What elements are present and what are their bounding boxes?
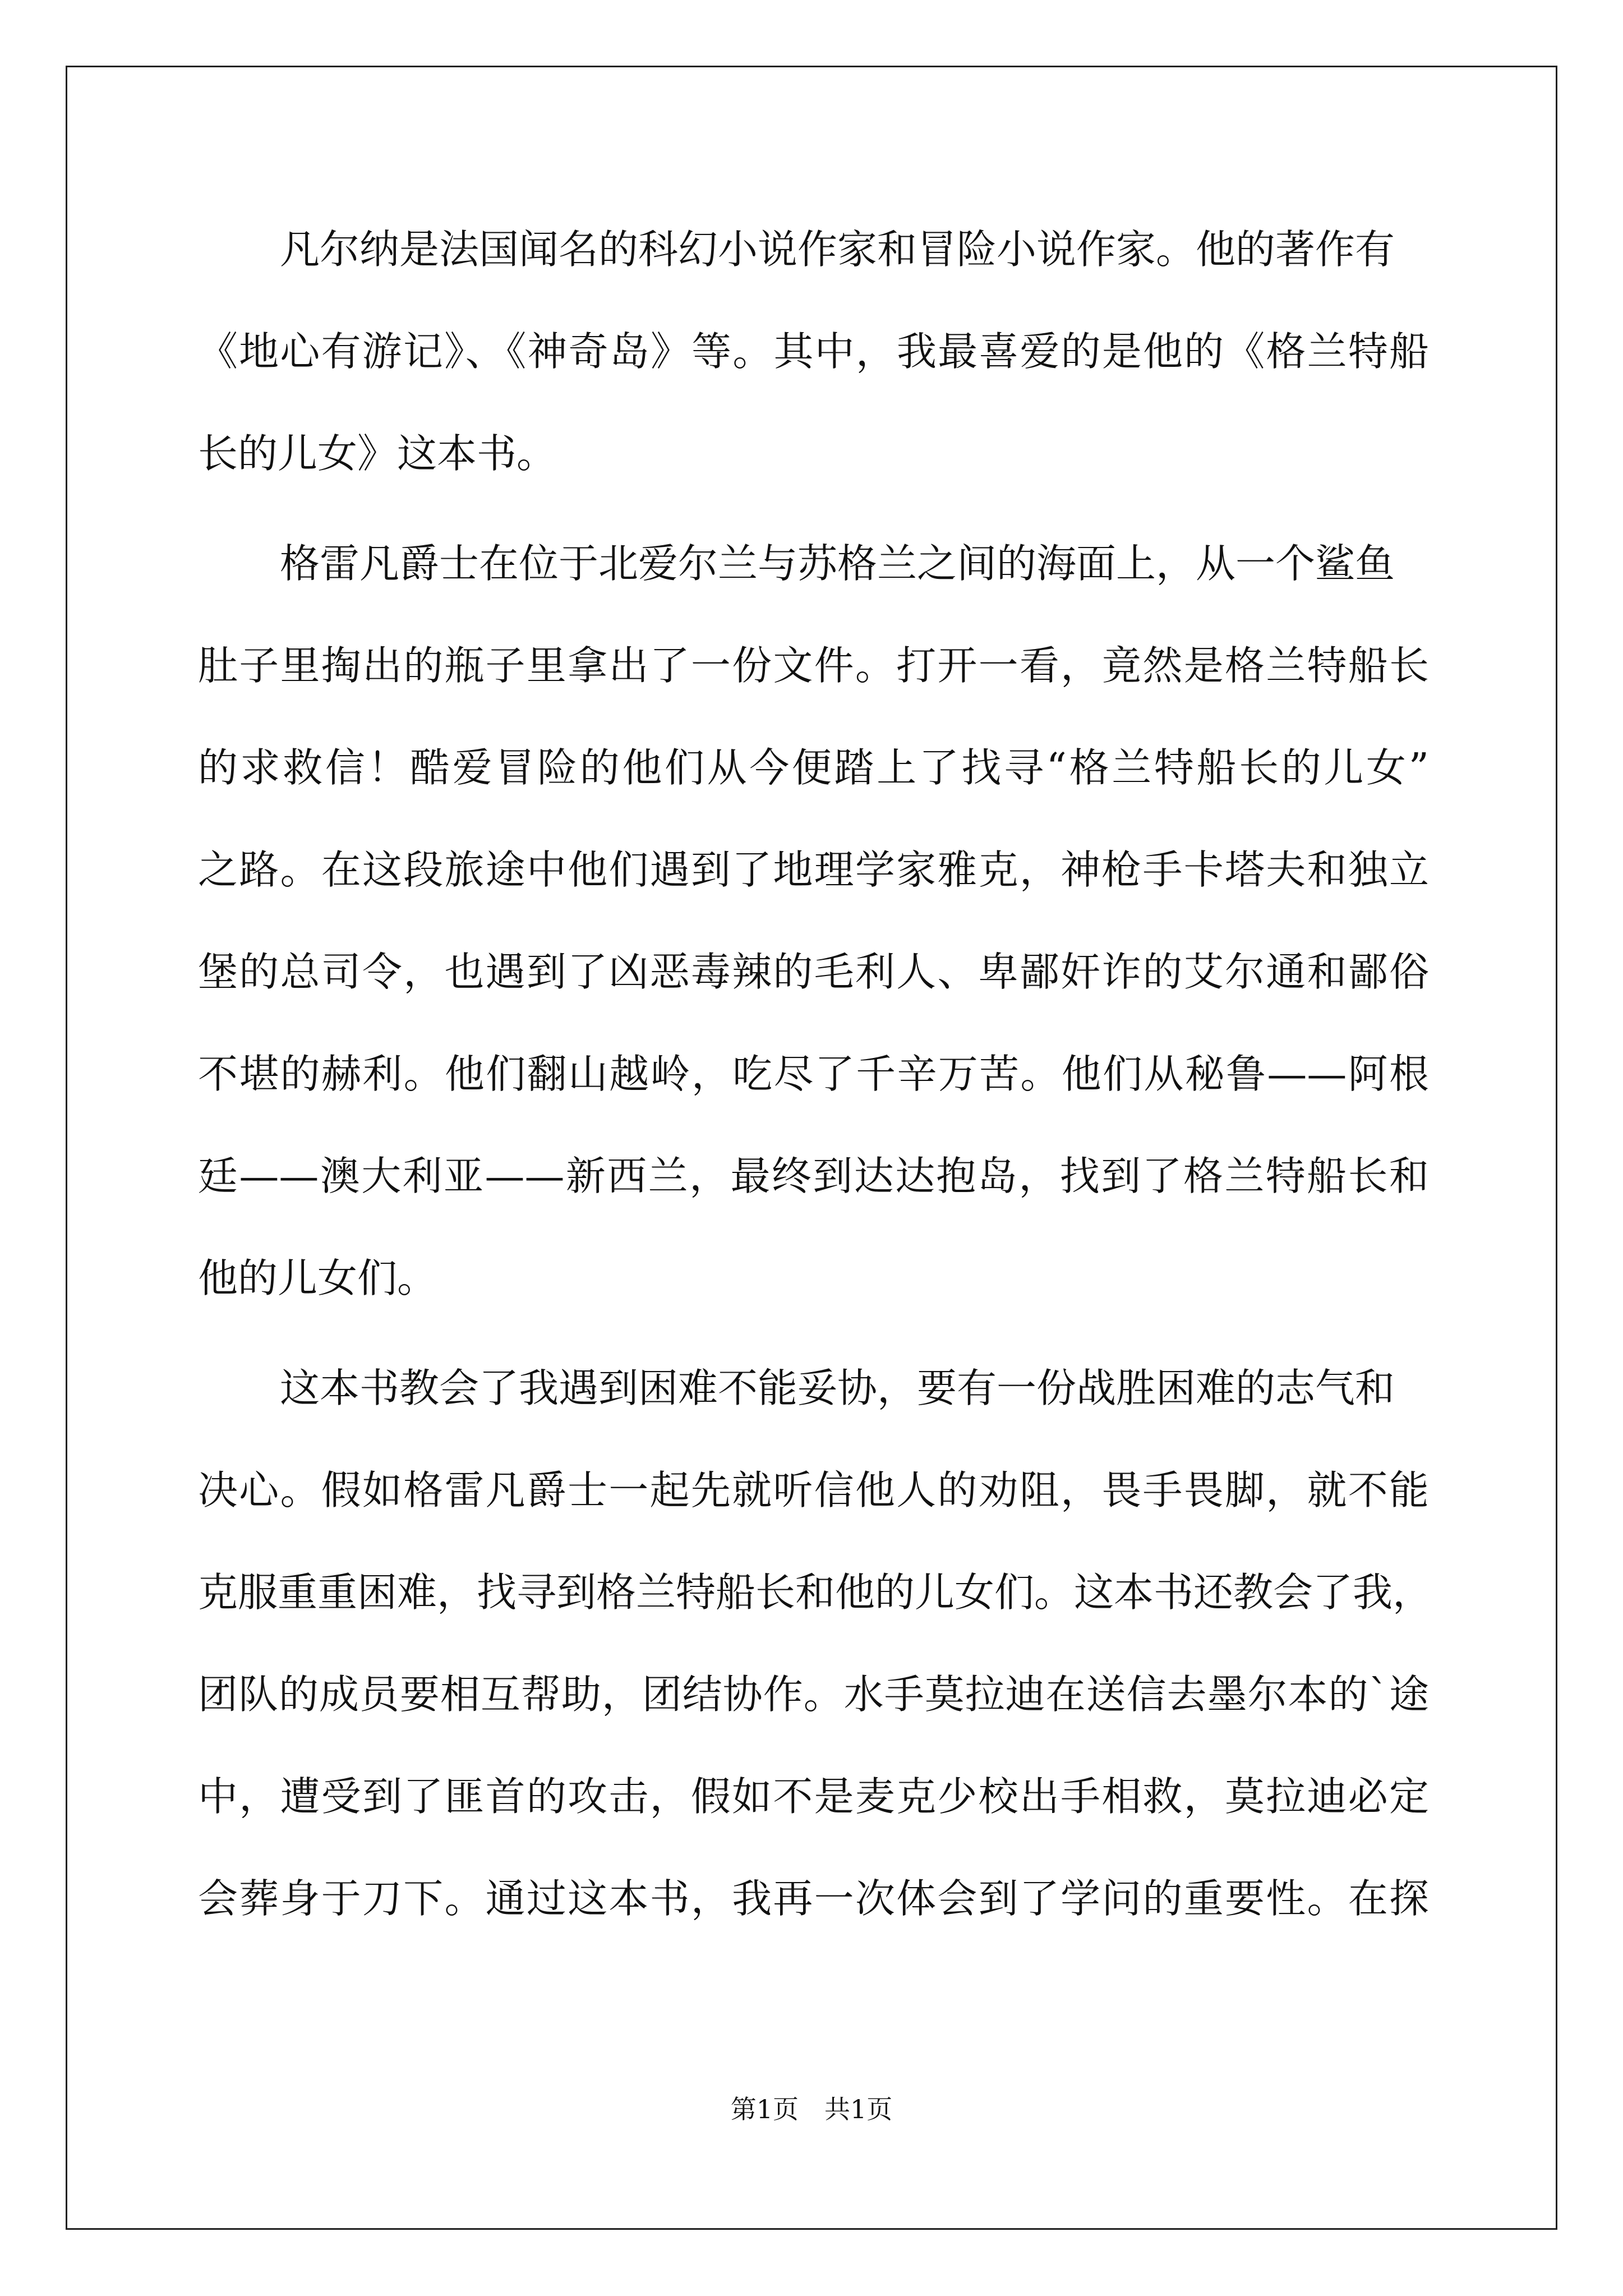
text-line: 中，遭受到了匪首的攻击，假如不是麦克少校出手相救，莫拉迪必定 bbox=[198, 1773, 1429, 1820]
text-line: 廷——澳大利亚——新西兰，最终到达达抱岛，找到了格兰特船长和 bbox=[198, 1153, 1429, 1199]
text-line: 的求救信！酷爱冒险的他们从今便踏上了找寻“格兰特船长的儿女” bbox=[198, 744, 1429, 791]
text-line: 会葬身于刀下。通过这本书，我再一次体会到了学问的重要性。在探 bbox=[198, 1875, 1429, 1922]
text-line: 长的儿女》这本书。 bbox=[198, 430, 557, 477]
text-line: 这本书教会了我遇到困难不能妥协，要有一份战胜困难的志气和 bbox=[280, 1365, 1395, 1411]
page-footer bbox=[0, 2092, 1623, 2126]
text-line: 不堪的赫利。他们翻山越岭，吃尽了千辛万苦。他们从秘鲁——阿根 bbox=[198, 1051, 1429, 1097]
text-line: 团队的成员要相互帮助，团结协作。水手莫拉迪在送信去墨尔本的`途 bbox=[198, 1671, 1429, 1718]
page-number: 第1页 bbox=[730, 2094, 799, 2124]
text-line: 克服重重困难，找寻到格兰特船长和他的儿女们。这本书还教会了我， bbox=[198, 1569, 1433, 1616]
text-line: 格雷凡爵士在位于北爱尔兰与苏格兰之间的海面上，从一个鲨鱼 bbox=[280, 540, 1395, 587]
text-line: 他的儿女们。 bbox=[198, 1255, 437, 1301]
page-total: 共1页 bbox=[824, 2094, 893, 2124]
text-line: 决心。假如格雷凡爵士一起先就听信他人的劝阻，畏手畏脚，就不能 bbox=[198, 1467, 1429, 1513]
text-line: 肚子里掏出的瓶子里拿出了一份文件。打开一看，竟然是格兰特船长 bbox=[198, 642, 1429, 689]
text-line: 凡尔纳是法国闻名的科幻小说作家和冒险小说作家。他的著作有 bbox=[280, 226, 1395, 273]
text-line: 《地心有游记》、《神奇岛》等。其中，我最喜爱的是他的《格兰特船 bbox=[198, 328, 1429, 375]
text-line: 堡的总司令，也遇到了凶恶毒辣的毛利人、卑鄙奸诈的艾尔通和鄙俗 bbox=[198, 949, 1429, 995]
text-line: 之路。在这段旅途中他们遇到了地理学家雅克，神枪手卡塔夫和独立 bbox=[198, 846, 1429, 893]
